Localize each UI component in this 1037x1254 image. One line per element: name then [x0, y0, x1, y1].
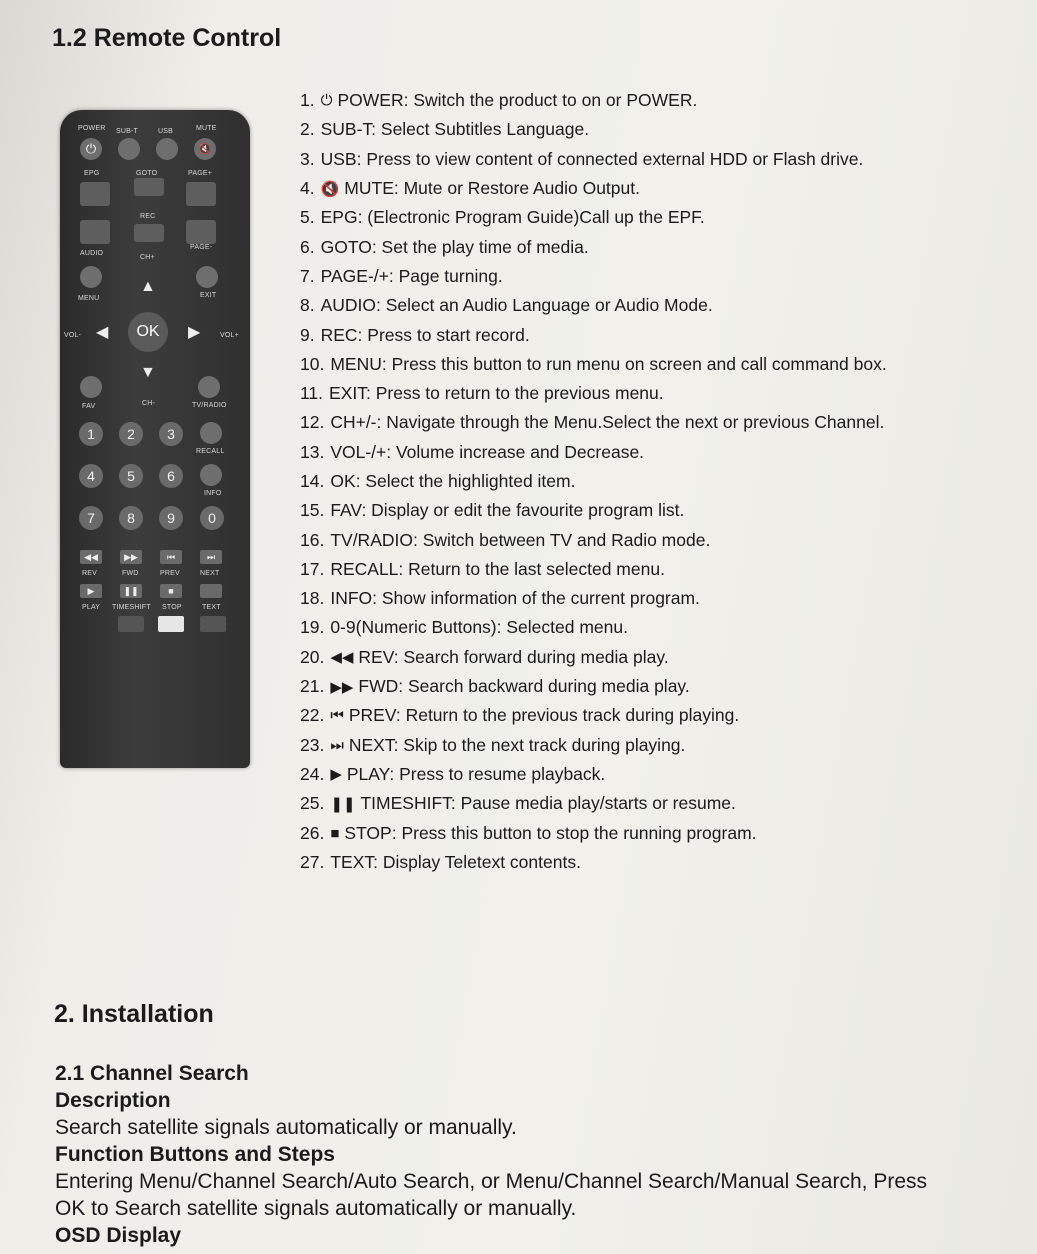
item-text: EPG: (Electronic Program Guide)Call up the EPF.	[320, 207, 705, 228]
description-item	[300, 174, 1000, 203]
description-item	[300, 496, 1000, 525]
item-text: FAV: Display or edit the favourite program list.	[330, 500, 685, 521]
label-next: NEXT	[200, 570, 220, 577]
item-text: RECALL: Return to the last selected menu.	[330, 558, 665, 579]
osd-display-label: OSD Display	[55, 1224, 182, 1247]
description-item	[300, 760, 1000, 789]
description-item	[300, 613, 1000, 642]
item-text: CH+/-: Navigate through the Menu.Select the next or previous Channel.	[330, 412, 885, 433]
item-number: 12.	[300, 412, 325, 433]
description-item	[300, 320, 1000, 349]
item-text: STOP: Press this button to stop the running program.	[344, 822, 757, 843]
recall-button	[200, 422, 222, 444]
description-label: Description	[55, 1089, 171, 1112]
numeric-button-4: 4	[79, 464, 103, 488]
button-symbol-icon: ⏭	[330, 736, 344, 754]
info-button	[200, 464, 222, 486]
goto-button	[134, 178, 164, 196]
button-symbol-icon: ▶▶	[330, 678, 354, 696]
description-item	[300, 203, 1000, 232]
item-text: 0-9(Numeric Buttons): Selected menu.	[330, 617, 628, 638]
label-power: POWER	[78, 125, 106, 132]
item-number: 11.	[300, 383, 324, 404]
description-item	[300, 262, 1000, 291]
label-goto: GOTO	[136, 170, 158, 177]
label-ch-plus: CH+	[140, 254, 155, 261]
installation-section	[55, 1060, 955, 1249]
numeric-button-3: 3	[159, 422, 183, 446]
description-item	[300, 789, 1000, 818]
mute-button-icon: 🔇	[194, 138, 216, 160]
rev-button-icon: ◀◀	[80, 550, 102, 564]
button-symbol-icon: ◀◀	[330, 649, 354, 667]
item-number: 1.	[300, 90, 315, 111]
item-number: 7.	[300, 265, 315, 286]
item-text: AUDIO: Select an Audio Language or Audio Mode.	[320, 295, 713, 316]
extra-button-white	[158, 616, 184, 632]
item-text: NEXT: Skip to the next track during playing.	[348, 734, 686, 755]
section-heading-remote-control: 1.2 Remote Control	[52, 24, 282, 52]
description-item	[300, 525, 1000, 554]
page-minus-button	[186, 220, 216, 244]
label-epg: EPG	[84, 170, 100, 177]
item-number: 4.	[300, 178, 315, 199]
stop-button-icon: ■	[160, 584, 182, 598]
item-text: INFO: Show information of the current program.	[330, 588, 700, 609]
button-symbol-icon: 🔇	[320, 180, 340, 198]
numeric-button-9: 9	[159, 506, 183, 530]
numeric-button-5: 5	[119, 464, 143, 488]
description-item	[300, 731, 1000, 760]
label-fav: FAV	[82, 403, 96, 410]
exit-button	[196, 266, 218, 288]
vol-left-arrow-icon: ◀	[96, 324, 109, 341]
label-menu: MENU	[78, 295, 100, 302]
subt-button	[118, 138, 140, 160]
page-plus-button	[186, 182, 216, 206]
item-number: 15.	[300, 500, 325, 521]
item-text: TEXT: Display Teletext contents.	[330, 851, 581, 872]
play-button-icon: ▶	[80, 584, 102, 598]
item-text: FWD: Search backward during media play.	[358, 676, 690, 697]
item-text: VOL-/+: Volume increase and Decrease.	[330, 441, 645, 462]
channel-search-heading: 2.1 Channel Search	[55, 1062, 249, 1085]
item-number: 21.	[300, 676, 325, 697]
description-item	[300, 379, 1000, 408]
button-symbol-icon: ❚❚	[330, 795, 356, 813]
description-item	[300, 584, 1000, 613]
numeric-button-6: 6	[159, 464, 183, 488]
description-item	[300, 701, 1000, 730]
text-button	[200, 584, 222, 598]
function-buttons-label: Function Buttons and Steps	[55, 1143, 335, 1166]
description-item	[300, 408, 1000, 437]
description-item	[300, 232, 1000, 261]
label-rec: REC	[140, 213, 156, 220]
fav-button	[80, 376, 102, 398]
button-symbol-icon: ⏻	[320, 92, 333, 110]
item-number: 8.	[300, 295, 315, 316]
label-vol-minus: VOL-	[64, 332, 82, 339]
item-number: 2.	[300, 119, 315, 140]
description-item	[300, 555, 1000, 584]
description-item	[300, 115, 1000, 144]
item-text: GOTO: Set the play time of media.	[320, 236, 589, 257]
vol-right-arrow-icon: ▶	[188, 324, 201, 341]
audio-button	[80, 220, 110, 244]
item-number: 25.	[300, 793, 325, 814]
item-number: 13.	[300, 441, 325, 462]
button-symbol-icon: ■	[330, 824, 340, 842]
menu-button	[80, 266, 102, 288]
item-number: 27.	[300, 851, 325, 872]
fwd-button-icon: ▶▶	[120, 550, 142, 564]
ok-button: OK	[128, 312, 168, 352]
label-timeshift: TIMESHIFT	[112, 604, 151, 611]
item-text: OK: Select the highlighted item.	[330, 471, 576, 491]
description-item	[300, 291, 1000, 320]
label-usb: USB	[158, 128, 173, 135]
label-prev: PREV	[160, 570, 180, 577]
label-recall: RECALL	[196, 448, 225, 455]
prev-button-icon: ⏮	[160, 550, 182, 564]
item-text: REC: Press to start record.	[320, 324, 530, 345]
description-item	[300, 145, 1000, 174]
label-page-plus: PAGE+	[188, 170, 213, 177]
label-stop: STOP	[162, 604, 182, 611]
button-symbol-icon: ▶	[330, 766, 342, 784]
item-number: 19.	[300, 617, 325, 638]
item-number: 23.	[300, 734, 325, 755]
item-text: TV/RADIO: Switch between TV and Radio mode.	[330, 529, 711, 550]
next-button-icon: ⏭	[200, 550, 222, 564]
item-text: EXIT: Press to return to the previous menu.	[329, 383, 664, 404]
item-number: 20.	[300, 646, 325, 667]
label-rev: REV	[82, 570, 97, 577]
power-button-icon: ⏻	[80, 138, 102, 160]
ch-up-arrow-icon: ▲	[140, 278, 156, 295]
description-item	[300, 643, 1000, 672]
description-item	[300, 438, 1000, 467]
numeric-button-2: 2	[119, 422, 143, 446]
item-text: REV: Search forward during media play.	[358, 646, 669, 667]
rec-button	[134, 224, 164, 242]
item-number: 14.	[300, 471, 325, 491]
item-number: 26.	[300, 822, 325, 843]
item-number: 24.	[300, 763, 325, 784]
item-number: 3.	[300, 148, 315, 169]
tvradio-button	[198, 376, 220, 398]
numeric-button-8: 8	[119, 506, 143, 530]
function-buttons-text: Entering Menu/Channel Search/Auto Search, or Menu/Channel Search/Manual Search, Press OK to Search satellite signals automatically or manually.	[55, 1170, 927, 1220]
item-number: 10.	[300, 353, 325, 374]
usb-button	[156, 138, 178, 160]
extra-button-right	[200, 616, 226, 632]
remote-control-illustration	[60, 110, 250, 768]
extra-button-left	[118, 616, 144, 632]
description-item	[300, 848, 1000, 877]
label-tvradio: TV/RADIO	[192, 402, 227, 409]
label-mute: MUTE	[196, 125, 217, 132]
description-text: Search satellite signals automatically or manually.	[55, 1116, 517, 1139]
label-page-minus: PAGE-	[190, 244, 213, 251]
item-text: SUB-T: Select Subtitles Language.	[320, 119, 590, 140]
item-number: 9.	[300, 324, 315, 345]
label-text: TEXT	[202, 604, 221, 611]
description-item	[300, 350, 1000, 379]
item-number: 5.	[300, 207, 315, 228]
item-number: 22.	[300, 705, 325, 726]
numeric-button-0: 0	[200, 506, 224, 530]
item-text: POWER: Switch the product to on or POWER.	[337, 90, 698, 111]
label-audio: AUDIO	[80, 250, 104, 257]
description-item	[300, 467, 1000, 496]
item-text: PLAY: Press to resume playback.	[346, 763, 606, 784]
epg-button	[80, 182, 110, 206]
item-number: 6.	[300, 236, 315, 257]
description-item	[300, 86, 1000, 115]
numeric-button-1: 1	[79, 422, 103, 446]
item-text: TIMESHIFT: Pause media play/starts or resume.	[360, 793, 736, 814]
numeric-button-7: 7	[79, 506, 103, 530]
item-text: PREV: Return to the previous track during playing.	[348, 705, 740, 726]
item-text: MUTE: Mute or Restore Audio Output.	[344, 178, 640, 199]
item-number: 18.	[300, 588, 325, 609]
item-number: 17.	[300, 558, 325, 579]
button-symbol-icon: ⏮	[330, 707, 344, 725]
description-item	[300, 818, 1000, 847]
ch-down-arrow-icon: ▼	[140, 364, 156, 381]
label-subt: SUB-T	[116, 128, 138, 135]
description-item	[300, 672, 1000, 701]
label-ch-minus: CH-	[142, 400, 156, 407]
label-exit: EXIT	[200, 292, 217, 299]
label-vol-plus: VOL+	[220, 332, 239, 339]
item-number: 16.	[300, 529, 325, 550]
item-text: PAGE-/+: Page turning.	[320, 265, 503, 286]
timeshift-button-icon: ❚❚	[120, 584, 142, 598]
section-heading-installation: 2. Installation	[54, 1000, 214, 1028]
item-text: MENU: Press this button to run menu on screen and call command box.	[330, 353, 887, 374]
label-info: INFO	[204, 490, 222, 497]
item-text: USB: Press to view content of connected external HDD or Flash drive.	[320, 148, 864, 169]
button-description-list	[300, 86, 1000, 877]
label-play: PLAY	[82, 604, 101, 611]
label-fwd: FWD	[122, 570, 139, 577]
